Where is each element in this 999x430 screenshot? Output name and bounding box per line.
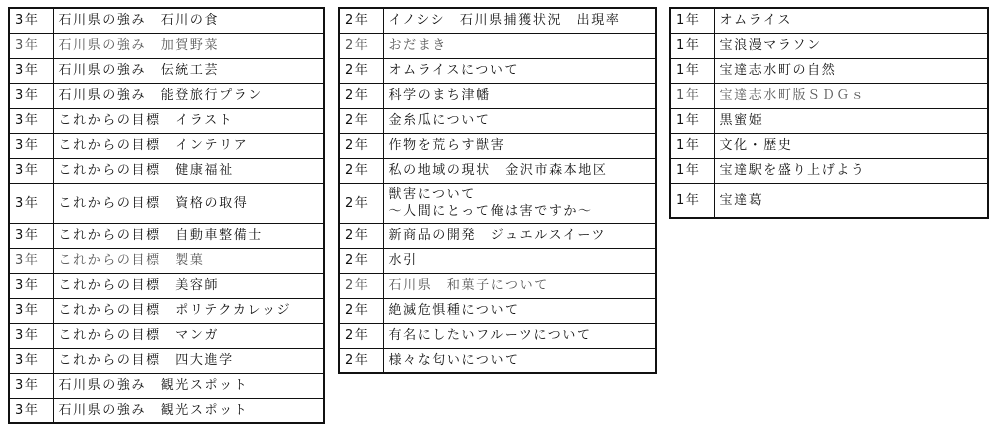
grade3-topic-table <box>8 7 325 424</box>
topic-cell: 水引 <box>383 248 656 273</box>
topic-cell: 作物を荒らす獣害 <box>383 133 656 158</box>
topic-cell: 金糸瓜について <box>383 108 656 133</box>
grade-cell: 3年 <box>9 398 53 423</box>
topic-cell: これからの目標 健康福祉 <box>53 158 324 183</box>
table-row <box>9 83 324 108</box>
topic-cell: 石川県の強み 石川の食 <box>53 8 324 33</box>
grade-cell: 3年 <box>9 83 53 108</box>
table-row <box>670 108 988 133</box>
table-row <box>339 83 656 108</box>
table-row <box>339 158 656 183</box>
grade-cell: 2年 <box>339 298 383 323</box>
grade-cell: 1年 <box>670 108 714 133</box>
topic-cell: 石川県 和菓子について <box>383 273 656 298</box>
table-row <box>9 158 324 183</box>
grade-cell: 1年 <box>670 183 714 218</box>
topic-cell: おだまき <box>383 33 656 58</box>
grade-cell: 2年 <box>339 248 383 273</box>
topic-line-1: 獣害について <box>388 187 476 202</box>
table-row <box>9 323 324 348</box>
table-row <box>339 273 656 298</box>
grade-cell: 3年 <box>9 323 53 348</box>
table-row <box>9 8 324 33</box>
table-row <box>9 133 324 158</box>
grade-cell: 3年 <box>9 33 53 58</box>
table-row <box>9 273 324 298</box>
topic-cell: 石川県の強み 能登旅行プラン <box>53 83 324 108</box>
topic-cell: 石川県の強み 加賀野菜 <box>53 33 324 58</box>
table-row <box>9 398 324 423</box>
table-row <box>339 133 656 158</box>
grade-cell: 3年 <box>9 273 53 298</box>
table-row <box>670 8 988 33</box>
topic-cell: これからの目標 インテリア <box>53 133 324 158</box>
table-row <box>9 33 324 58</box>
grade-cell: 3年 <box>9 223 53 248</box>
topic-cell: 石川県の強み 観光スポット <box>53 398 324 423</box>
table-row <box>339 323 656 348</box>
topic-cell: 宝達志水町の自然 <box>714 58 988 83</box>
table-row <box>9 223 324 248</box>
table-row <box>670 58 988 83</box>
topic-cell: 新商品の開発 ジュエルスイーツ <box>383 223 656 248</box>
grade-cell: 1年 <box>670 133 714 158</box>
topic-cell: 文化・歴史 <box>714 133 988 158</box>
topic-cell: オムライスについて <box>383 58 656 83</box>
topic-cell: 宝達葛 <box>714 183 988 218</box>
table-row <box>339 33 656 58</box>
table-row <box>339 248 656 273</box>
topic-cell: これからの目標 美容師 <box>53 273 324 298</box>
topic-cell: 黒蜜姫 <box>714 108 988 133</box>
grade-cell: 3年 <box>9 348 53 373</box>
topic-cell: 宝達駅を盛り上げよう <box>714 158 988 183</box>
table-row <box>9 183 324 223</box>
grade-cell: 3年 <box>9 108 53 133</box>
grade2-topic-table <box>338 7 657 374</box>
grade-cell: 1年 <box>670 33 714 58</box>
table-row <box>339 183 656 223</box>
table-row <box>9 373 324 398</box>
topic-cell: 宝達志水町版ＳＤＧｓ <box>714 83 988 108</box>
grade-cell: 3年 <box>9 133 53 158</box>
topic-cell: これからの目標 自動車整備士 <box>53 223 324 248</box>
grade-cell: 3年 <box>9 248 53 273</box>
table-row <box>670 33 988 58</box>
grade-cell: 3年 <box>9 8 53 33</box>
table-row <box>670 133 988 158</box>
grade-cell: 2年 <box>339 33 383 58</box>
table-row <box>670 183 988 218</box>
table-row <box>339 223 656 248</box>
topic-cell <box>383 183 656 223</box>
topic-cell: オムライス <box>714 8 988 33</box>
grade-cell: 2年 <box>339 323 383 348</box>
topic-cell: これからの目標 イラスト <box>53 108 324 133</box>
table-row <box>670 158 988 183</box>
grade-cell: 2年 <box>339 58 383 83</box>
table-row <box>339 348 656 373</box>
topic-cell: これからの目標 マンガ <box>53 323 324 348</box>
grade-cell: 3年 <box>9 158 53 183</box>
topic-cell: 石川県の強み 観光スポット <box>53 373 324 398</box>
grade-cell: 2年 <box>339 83 383 108</box>
table-row <box>9 348 324 373</box>
grade-cell: 1年 <box>670 158 714 183</box>
topic-cell: これからの目標 ポリテクカレッジ <box>53 298 324 323</box>
topic-cell: 石川県の強み 伝統工芸 <box>53 58 324 83</box>
grade-cell: 1年 <box>670 58 714 83</box>
grade-cell: 3年 <box>9 373 53 398</box>
grade1-topic-table <box>669 7 989 219</box>
table-row <box>9 248 324 273</box>
grade-cell: 2年 <box>339 223 383 248</box>
table-row <box>339 58 656 83</box>
topic-cell: これからの目標 資格の取得 <box>53 183 324 223</box>
grade-cell: 2年 <box>339 133 383 158</box>
grade-cell: 3年 <box>9 298 53 323</box>
topic-cell: 絶滅危惧種について <box>383 298 656 323</box>
topic-line-2: ～人間にとって俺は害ですか～ <box>388 204 593 219</box>
topic-cell: 有名にしたいフルーツについて <box>383 323 656 348</box>
topic-cell: これからの目標 四大進学 <box>53 348 324 373</box>
topic-cell: 科学のまち津幡 <box>383 83 656 108</box>
grade-cell: 2年 <box>339 8 383 33</box>
grade-cell: 2年 <box>339 348 383 373</box>
topic-cell: 様々な匂いについて <box>383 348 656 373</box>
topic-cell: 私の地域の現状 金沢市森本地区 <box>383 158 656 183</box>
topic-cell: イノシシ 石川県捕獲状況 出現率 <box>383 8 656 33</box>
grade-cell: 2年 <box>339 183 383 223</box>
topic-cell: 宝浪漫マラソン <box>714 33 988 58</box>
table-row <box>9 58 324 83</box>
table-row <box>339 8 656 33</box>
table-row <box>339 298 656 323</box>
topic-cell: これからの目標 製菓 <box>53 248 324 273</box>
grade-cell: 2年 <box>339 108 383 133</box>
table-row <box>670 83 988 108</box>
grade-cell: 1年 <box>670 83 714 108</box>
grade-cell: 1年 <box>670 8 714 33</box>
table-row <box>9 298 324 323</box>
grade-cell: 3年 <box>9 58 53 83</box>
grade-cell: 3年 <box>9 183 53 223</box>
grade-cell: 2年 <box>339 273 383 298</box>
grade-cell: 2年 <box>339 158 383 183</box>
table-row <box>9 108 324 133</box>
table-row <box>339 108 656 133</box>
